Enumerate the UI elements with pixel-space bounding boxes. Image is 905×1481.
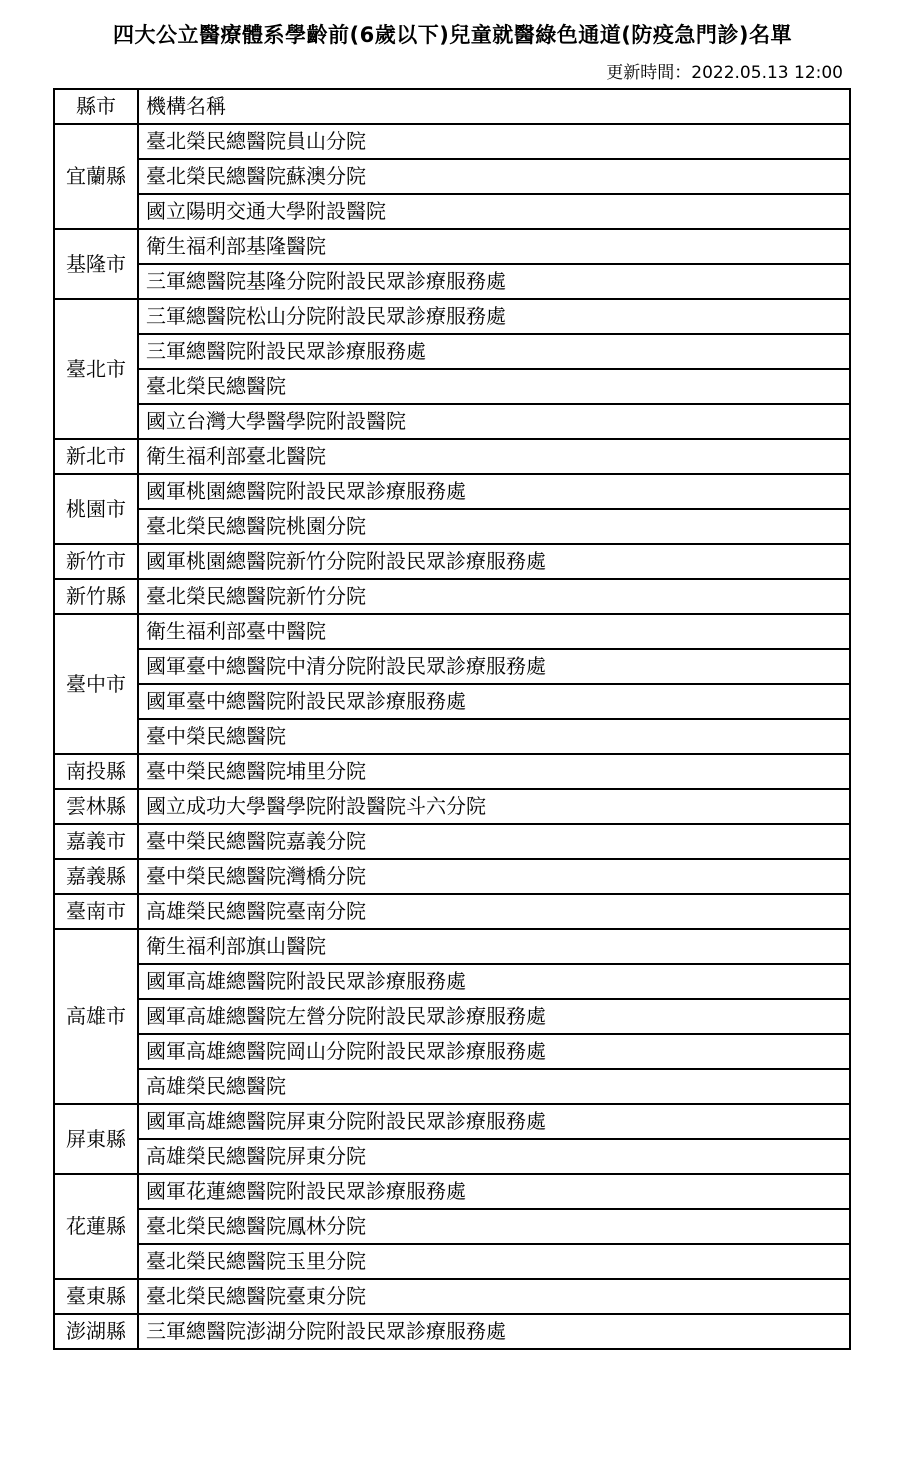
table-row — [54, 964, 850, 999]
county-cell: 雲林縣 — [54, 789, 138, 824]
institution-cell: 三軍總醫院附設民眾診療服務處 — [138, 334, 850, 369]
institution-cell: 國立成功大學醫學院附設醫院斗六分院 — [138, 789, 850, 824]
institution-cell: 臺北榮民總醫院員山分院 — [138, 124, 850, 159]
county-cell: 屏東縣 — [54, 1104, 138, 1174]
table-row — [54, 1069, 850, 1104]
county-cell: 桃園市 — [54, 474, 138, 544]
institution-cell: 衛生福利部旗山醫院 — [138, 929, 850, 964]
county-cell: 臺北市 — [54, 299, 138, 439]
institution-cell: 國軍高雄總醫院岡山分院附設民眾診療服務處 — [138, 1034, 850, 1069]
table-row — [54, 719, 850, 754]
institution-cell: 衛生福利部基隆醫院 — [138, 229, 850, 264]
table-row — [54, 194, 850, 229]
table-row — [54, 754, 850, 789]
institution-cell: 衛生福利部臺北醫院 — [138, 439, 850, 474]
table-row — [54, 1174, 850, 1209]
header-institution: 機構名稱 — [138, 89, 850, 124]
institution-cell: 國軍桃園總醫院附設民眾診療服務處 — [138, 474, 850, 509]
table-row — [54, 1244, 850, 1279]
county-cell: 臺中市 — [54, 614, 138, 754]
table-row — [54, 859, 850, 894]
table-row — [54, 999, 850, 1034]
institution-cell: 臺北榮民總醫院 — [138, 369, 850, 404]
county-cell: 高雄市 — [54, 929, 138, 1104]
institution-cell: 國軍高雄總醫院附設民眾診療服務處 — [138, 964, 850, 999]
county-cell: 新竹縣 — [54, 579, 138, 614]
institution-cell: 國軍桃園總醫院新竹分院附設民眾診療服務處 — [138, 544, 850, 579]
institution-cell: 臺北榮民總醫院蘇澳分院 — [138, 159, 850, 194]
table-row — [54, 1209, 850, 1244]
county-cell: 基隆市 — [54, 229, 138, 299]
table-row — [54, 1104, 850, 1139]
table-header-row — [54, 89, 850, 124]
county-cell: 澎湖縣 — [54, 1314, 138, 1349]
institution-cell: 衛生福利部臺中醫院 — [138, 614, 850, 649]
institution-cell: 國軍高雄總醫院左營分院附設民眾診療服務處 — [138, 999, 850, 1034]
table-row — [54, 1279, 850, 1314]
county-cell: 新竹市 — [54, 544, 138, 579]
table-row — [54, 684, 850, 719]
county-cell: 花蓮縣 — [54, 1174, 138, 1279]
table-body — [54, 89, 850, 1349]
table-row — [54, 1139, 850, 1174]
table-row — [54, 404, 850, 439]
table-row — [54, 264, 850, 299]
county-cell: 新北市 — [54, 439, 138, 474]
institution-cell: 三軍總醫院基隆分院附設民眾診療服務處 — [138, 264, 850, 299]
table-row — [54, 159, 850, 194]
institution-cell: 國軍花蓮總醫院附設民眾診療服務處 — [138, 1174, 850, 1209]
table-row — [54, 894, 850, 929]
institution-cell: 臺北榮民總醫院鳳林分院 — [138, 1209, 850, 1244]
county-cell: 宜蘭縣 — [54, 124, 138, 229]
table-row — [54, 124, 850, 159]
table-row — [54, 299, 850, 334]
institution-cell: 臺北榮民總醫院新竹分院 — [138, 579, 850, 614]
header-county: 縣市 — [54, 89, 138, 124]
institution-cell: 國立陽明交通大學附設醫院 — [138, 194, 850, 229]
institution-cell: 國軍臺中總醫院附設民眾診療服務處 — [138, 684, 850, 719]
institution-cell: 臺中榮民總醫院嘉義分院 — [138, 824, 850, 859]
table-row — [54, 789, 850, 824]
institution-cell: 臺北榮民總醫院臺東分院 — [138, 1279, 850, 1314]
table-row — [54, 824, 850, 859]
table-row — [54, 1034, 850, 1069]
institution-cell: 三軍總醫院澎湖分院附設民眾診療服務處 — [138, 1314, 850, 1349]
county-cell: 南投縣 — [54, 754, 138, 789]
institution-cell: 臺北榮民總醫院桃園分院 — [138, 509, 850, 544]
institution-cell: 國軍臺中總醫院中清分院附設民眾診療服務處 — [138, 649, 850, 684]
county-cell: 嘉義縣 — [54, 859, 138, 894]
hospital-list-table — [53, 88, 851, 1350]
table-row — [54, 544, 850, 579]
document-title: 四大公立醫療體系學齡前(6歲以下)兒童就醫綠色通道(防疫急門診)名單 — [113, 23, 792, 47]
table-row — [54, 929, 850, 964]
table-row — [54, 334, 850, 369]
institution-cell: 臺中榮民總醫院 — [138, 719, 850, 754]
institution-cell: 臺中榮民總醫院埔里分院 — [138, 754, 850, 789]
update-timestamp: 更新時間：2022.05.13 12:00 — [606, 63, 843, 83]
table-row — [54, 229, 850, 264]
institution-cell: 高雄榮民總醫院屏東分院 — [138, 1139, 850, 1174]
institution-cell: 三軍總醫院松山分院附設民眾診療服務處 — [138, 299, 850, 334]
table-row — [54, 579, 850, 614]
table-row — [54, 474, 850, 509]
county-cell: 臺東縣 — [54, 1279, 138, 1314]
table-row — [54, 369, 850, 404]
institution-cell: 國軍高雄總醫院屏東分院附設民眾診療服務處 — [138, 1104, 850, 1139]
institution-cell: 高雄榮民總醫院臺南分院 — [138, 894, 850, 929]
table-row — [54, 509, 850, 544]
county-cell: 臺南市 — [54, 894, 138, 929]
table-row — [54, 649, 850, 684]
table-row — [54, 1314, 850, 1349]
table-row — [54, 614, 850, 649]
institution-cell: 高雄榮民總醫院 — [138, 1069, 850, 1104]
table-row — [54, 439, 850, 474]
institution-cell: 臺北榮民總醫院玉里分院 — [138, 1244, 850, 1279]
county-cell: 嘉義市 — [54, 824, 138, 859]
institution-cell: 國立台灣大學醫學院附設醫院 — [138, 404, 850, 439]
institution-cell: 臺中榮民總醫院灣橋分院 — [138, 859, 850, 894]
